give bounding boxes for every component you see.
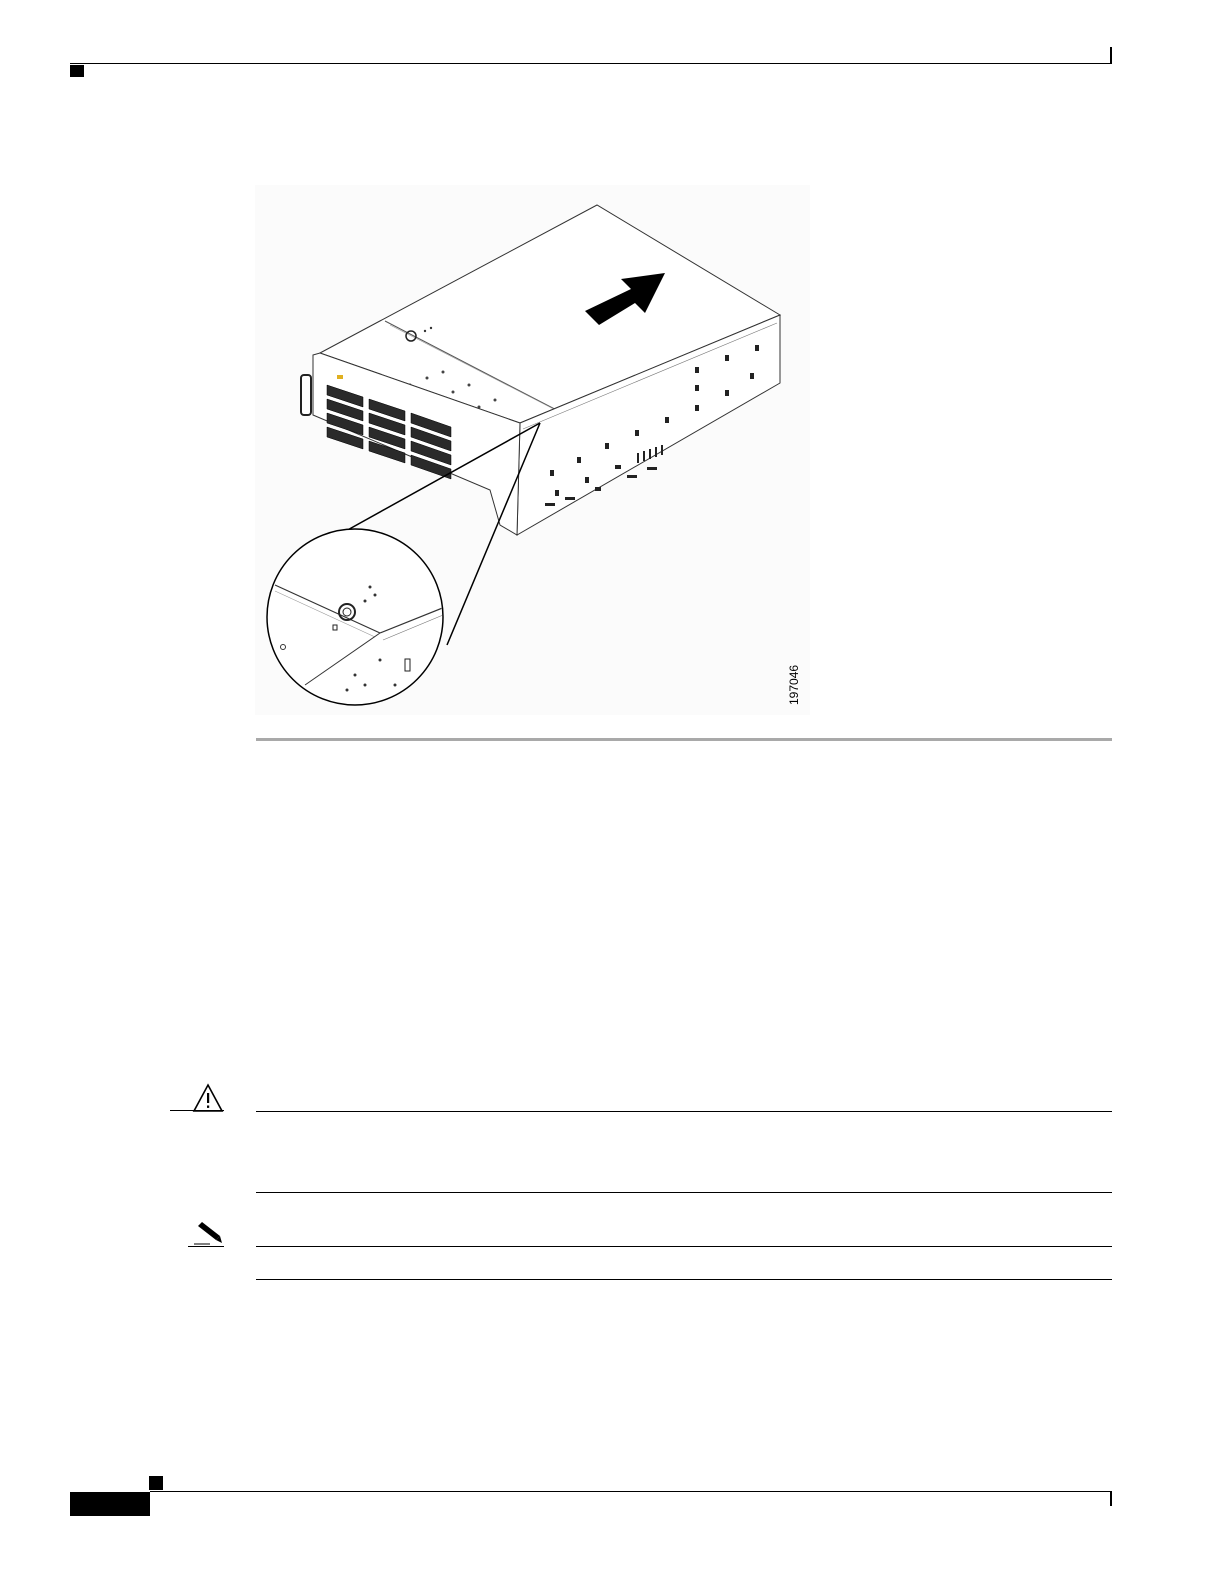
caution-rule-bottom (256, 1192, 1112, 1193)
caution-triangle-icon (192, 1083, 224, 1113)
footer-marker (149, 1476, 163, 1490)
footer-rule (150, 1491, 1112, 1492)
figure-id-label: 197046 (787, 664, 801, 705)
note-underline (188, 1246, 224, 1247)
caution-underline (170, 1110, 224, 1111)
caution-rule-top (256, 1111, 1112, 1112)
footer-tick (1110, 1491, 1112, 1506)
footer-page-tab (70, 1492, 150, 1516)
pencil-note-icon (190, 1218, 226, 1248)
header-marker (70, 65, 84, 77)
figure-rule (256, 738, 1112, 741)
header-tick (1110, 47, 1112, 64)
magnifier-callout (267, 529, 443, 705)
section-end-rule (256, 1279, 1112, 1280)
note-rule (256, 1246, 1112, 1247)
front-handle (301, 375, 311, 415)
header-rule (70, 63, 1112, 64)
chassis-figure (255, 185, 810, 715)
